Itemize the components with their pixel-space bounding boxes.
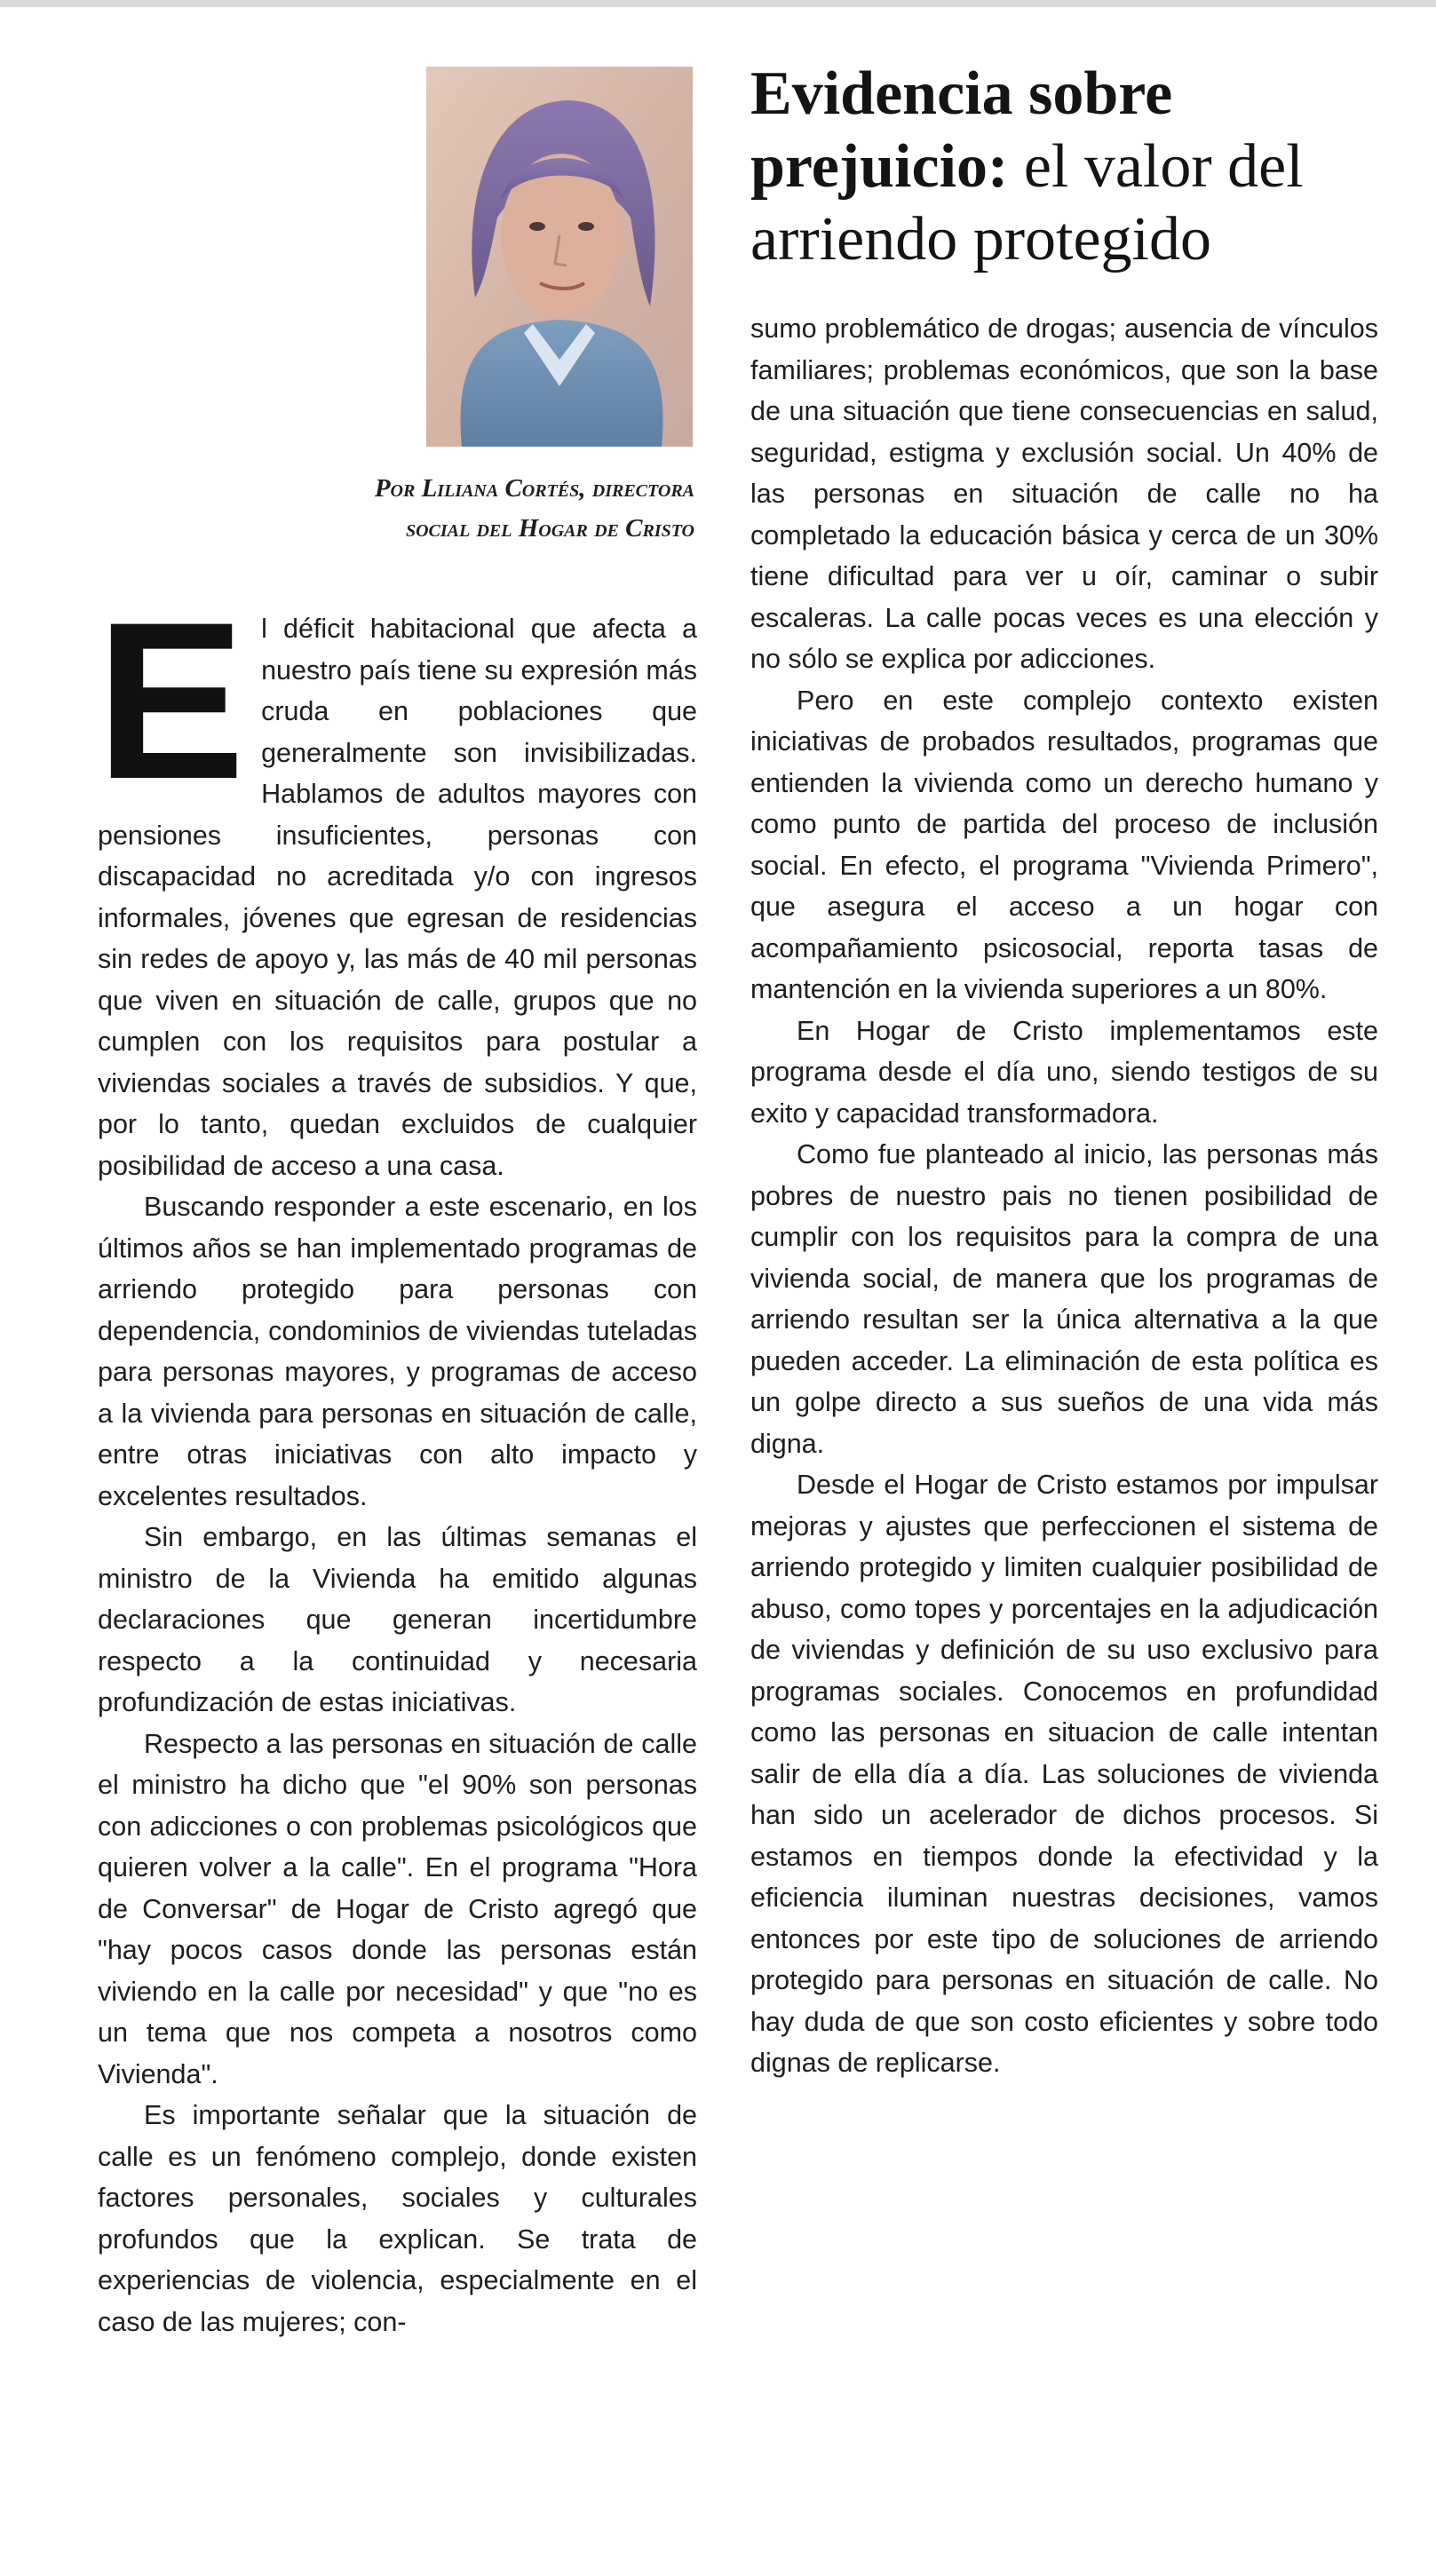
article-paragraph: Pero en este complejo contexto existen iniciativas de probados resultados, programas que entienden la vivienda como un derecho humano y como punto de partida del proceso de inclusión social. En efecto, el programa "Vivienda Primero", que asegura el acceso a un hogar con acompañamiento psicosocial, reporta tasas de mantención en la vivienda superiores a un 80%. xyxy=(750,685,1378,1004)
drop-cap: E xyxy=(96,576,246,826)
byline-line-1: Por Liliana Cortés, directora xyxy=(374,474,694,503)
byline xyxy=(266,469,694,549)
headline-regular: el valor del arriendo protegido xyxy=(750,132,1304,273)
paragraph-text: l déficit habitacional que afecta a nuestro país tiene su expresión más cruda en poblaciones que generalmente son invisibilizadas. Hablamos de adultos mayores con pensiones insuficientes, personas con discapacidad no acreditada y/o con ingresos informales, jóvenes que egresan de residencias sin redes de apoyo y, las más de 40 mil personas que viven en situación de calle, grupos que no cumplen con los requisitos para postular a viviendas sociales a través de subsidios. Y que, por lo tanto, quedan excluidos de cualquier posibilidad de acceso a una casa. xyxy=(98,614,697,1181)
headline-bold: Evidencia sobre prejuicio: xyxy=(750,59,1173,201)
top-border xyxy=(0,0,1436,7)
article-paragraph: Es importante señalar que la situación de calle es un fenómeno complejo, donde existen factores personales, sociales y culturales profundos que la explican. Se trata de experiencias de violencia, especialmente en el caso de las mujeres; con- xyxy=(98,2100,697,2337)
article-paragraph: En Hogar de Cristo implementamos este programa desde el día uno, siendo testigos de su exito y capacidad transformadora. xyxy=(750,1015,1378,1129)
headline xyxy=(750,58,1408,276)
article-paragraph: sumo problemático de drogas; ausencia de vínculos familiares; problemas económicos, que son la base de una situación que tiene consecuencias en salud, seguridad, estigma y exclusión social. Un 40% de las personas en situación de calle no ha completado la educación básica y cerca de un 30% tiene dificultad para ver u oír, caminar o subir escaleras. La calle pocas veces es una elección y no sólo se explica por adicciones. xyxy=(750,313,1378,674)
article-paragraph xyxy=(96,576,697,1186)
article-column-right xyxy=(750,308,1378,2084)
article-paragraph: Sin embargo, en las últimas semanas el ministro de la Vivienda ha emitido algunas declaraciones que generan incertidumbre respecto a la continuidad y necesaria profundización de estas iniciativas. xyxy=(98,1522,697,1717)
article-paragraph: Como fue planteado al inicio, las personas más pobres de nuestro pais no tienen posibilidad de cumplir con los requisitos para la compra de una vivienda social, de manera que los programas de arriendo resultan ser la única alternativa a la que pueden acceder. La eliminación de esta política es un golpe directo a sus sueños de una vida más digna. xyxy=(750,1139,1378,1459)
author-portrait-icon xyxy=(426,67,693,447)
article-paragraph: Buscando responder a este escenario, en los últimos años se han implementado programas de arriendo protegido para personas con dependencia, condominios de viviendas tuteladas para personas mayores, y programas de acceso a la vivienda para personas en situación de calle, entre otras iniciativas con alto impacto y excelentes resultados. xyxy=(98,1192,697,1511)
article-paragraph: Desde el Hogar de Cristo estamos por impulsar mejoras y ajustes que perfeccionen el sistema de arriendo protegido y limiten cualquier posibilidad de abuso, como topes y porcentajes en la adjudicación de viviendas y definición de su uso exclusivo para programas sociales. Conocemos en profundidad como las personas en situacion de calle intentan salir de ella día a día. Las soluciones de vivienda han sido un acelerador de dichos procesos. Si estamos en tiempos donde la efectividad y la eficiencia iluminan nuestras decisiones, vamos entonces por este tipo de soluciones de arriendo protegido para personas en situación de calle. No hay duda de que son costo eficientes y sobre todo dignas de replicarse. xyxy=(750,1470,1378,2078)
article-paragraph: Respecto a las personas en situación de calle el ministro ha dicho que "el 90% son personas con adicciones o con problemas psicológicos que quieren volver a la calle". En el programa "Hora de Conversar" de Hogar de Cristo agregó que "hay pocos casos donde las personas están viviendo en la calle por necesidad" y que "no es un tema que nos competa a nosotros como Vivienda". xyxy=(98,1728,697,2089)
byline-line-2: social del Hogar de Cristo xyxy=(405,514,694,543)
author-photo xyxy=(426,67,693,447)
article-column-left xyxy=(96,576,697,2342)
